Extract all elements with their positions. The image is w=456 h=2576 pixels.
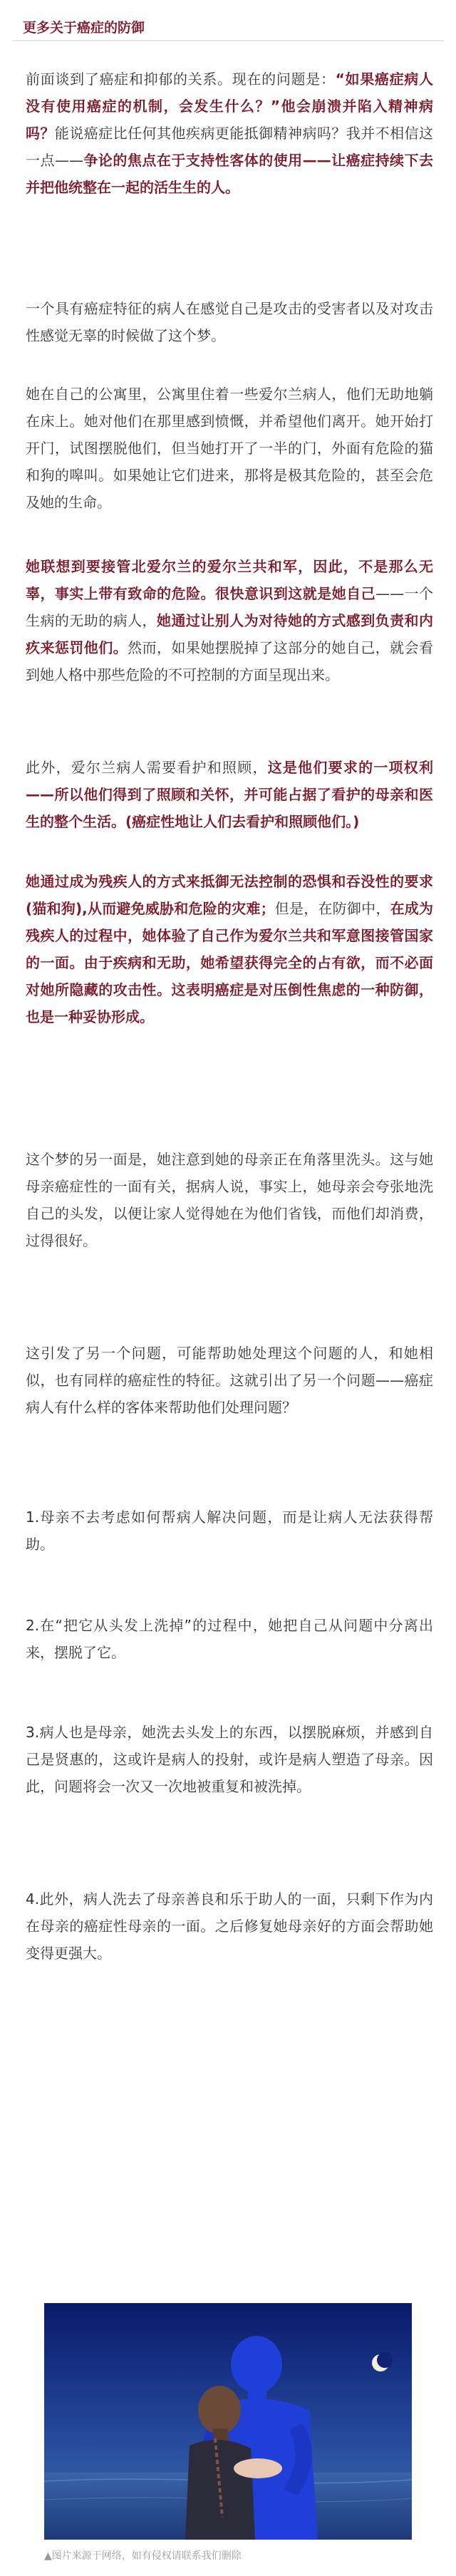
paragraph-question: 这引发了另一个问题，可能帮助她处理这个问题的人，和她相似，也有同样的癌症性的特征。这就引出了另一个问题——癌症病人有什么样的客体来帮助他们处理问题？ <box>26 1345 433 1416</box>
heading-divider <box>13 40 444 41</box>
intro-text-2: 能说癌症比任何其他疾病更能抵御精神病吗？我并不相信这一点—— <box>26 125 434 169</box>
section-heading: 更多关于癌症的防御 <box>23 20 145 36</box>
care-text: 此外，爱尔兰病人需要看护和照顾， <box>26 759 268 776</box>
paragraph-care <box>26 754 433 835</box>
embrace-illustration-icon <box>44 2303 412 2540</box>
paragraph-mother: 这个梦的另一面是，她注意到她的母亲正在角落里洗头。这与她母亲癌症性的一面有关，据病人说，事实上，她母亲会夸张地洗自己的头发，以便让家人觉得她在为他们省钱，而他们却消费，过得很好。 <box>26 1151 433 1249</box>
association-emphasis-2: 她通过让别人为对待她的方式感到负责和内疚来惩罚他们。 <box>26 612 433 656</box>
intro-emphasis: 争论的焦点在于支持性客体的使用——让癌症持续下去并把他统整在一起的活生生的人。 <box>26 152 434 196</box>
association-text: ——一个生病的无助的病人， <box>26 585 434 629</box>
defense-text: 但是，在防御中， <box>274 900 390 917</box>
paragraph-intro <box>26 66 433 201</box>
list-item-3: 3.病人也是母亲，她洗去头发上的东西，以摆脱麻烦，并感到自己是贤惠的，这或许是病人的投射，或许是病人塑造了母亲。因此，问题将会一次又一次地被重复和被洗掉。 <box>26 1724 433 1795</box>
paragraph-defense <box>26 868 433 1030</box>
intro-question: “如果癌症病人没有使用癌症的机制，会发生什么？”他会崩溃并陷入精神病吗？ <box>26 71 433 142</box>
paragraph-dream: 她在自己的公寓里，公寓里住着一些爱尔兰病人，他们无助地躺在床上。她对他们在那里感到愤慨，并希望他们离开。她开始打开门，试图摆脱他们，但当她打开了一半的门，外面有危险的猫和狗的嗥叫。如果她让它们进来，那将是极其危险的，甚至会危及她的生命。 <box>26 386 433 511</box>
association-text-2: 然而，如果她摆脱掉了这部分的她自己，就会看到她人格中那些危险的不可控制的方面呈现出来。 <box>26 639 434 683</box>
list-item-4: 4.此外，病人洗去了母亲善良和乐于助人的一面，只剩下作为内在母亲的癌症性母亲的一面。之后修复她母亲好的方面会帮助她变得更强大。 <box>26 1890 433 1962</box>
paragraph-association <box>26 553 433 688</box>
defense-emphasis: 她通过成为残疾人的方式来抵御无法控制的恐惧和吞没性的要求(猫和狗),从而避免威胁和危险的灾难； <box>26 873 433 917</box>
image-caption: ▲图片来源于网络，如有侵权请联系我们删除 <box>44 2550 242 2562</box>
article-illustration <box>44 2303 412 2540</box>
intro-text: 前面谈到了癌症和抑郁的关系。现在的问题是： <box>26 71 336 88</box>
association-emphasis: 她联想到要接管北爱尔兰的爱尔兰共和军，因此，不是那么无辜，事实上带有致命的危险。很快意识到这就是她自己 <box>26 558 433 602</box>
defense-emphasis-2: 在成为残疾人的过程中，她体验了自己作为爱尔兰共和军意图接管国家的一面。由于疾病和无助，她希望获得完全的占有欲，而不必面对她所隐藏的攻击性。这表明癌症是对压倒性焦虑的一种防御，也是一种妥协形成。 <box>26 900 433 1025</box>
care-emphasis: 这是他们要求的一项权利——所以他们得到了照顾和关怀，并可能占据了看护的母亲和医生的整个生活。(癌症性地让人们去看护和照顾他们。) <box>26 759 434 830</box>
paragraph-dream-intro: 一个具有癌症特征的病人在感觉自己是攻击的受害者以及对攻击性感觉无辜的时候做了这个梦。 <box>26 300 433 344</box>
section-heading-bar <box>13 10 444 41</box>
list-item-1: 1.母亲不去考虑如何帮病人解决问题，而是让病人无法获得帮助。 <box>26 1509 433 1553</box>
list-item-2: 2.在“把它从头发上洗掉”的过程中，她把自己从问题中分离出来，摆脱了它。 <box>26 1617 433 1661</box>
